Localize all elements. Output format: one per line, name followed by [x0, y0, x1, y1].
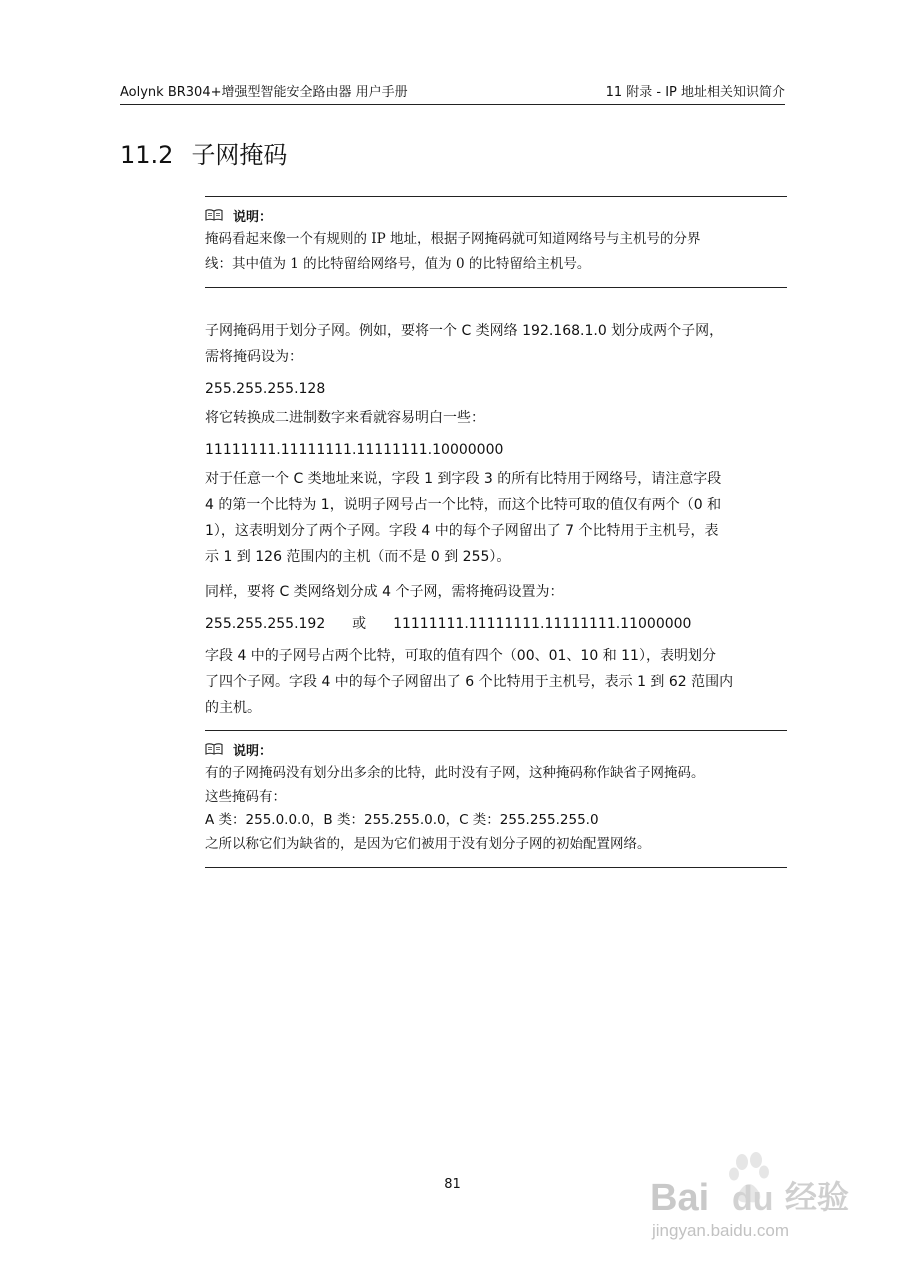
note-text-line: 掩码看起来像一个有规则的 IP 地址，根据子网掩码就可知道网络号与主机号的分界 [205, 231, 701, 247]
note-text-line: 有的子网掩码没有划分出多余的比特，此时没有子网，这种掩码称作缺省子网掩码。 [205, 765, 705, 781]
body-text-line: 了四个子网。字段 4 中的每个子网留出了 6 个比特用于主机号，表示 1 到 62 范围内 [205, 674, 734, 690]
body-paragraph-intro [205, 318, 790, 370]
note-text-line: A 类：255.0.0.0，B 类：255.255.0.0，C 类：255.255.255.0 [205, 812, 599, 828]
mask-value: 255.255.255.192 [205, 616, 326, 632]
note-label: 说明： [233, 743, 273, 759]
note-text-line: 这些掩码有： [205, 789, 286, 805]
body-paragraph-four-subnets-explanation [205, 643, 790, 721]
book-icon [205, 743, 223, 755]
mask-value: 255.255.255.128 [205, 381, 326, 397]
mask-example-1 [205, 376, 790, 402]
baidu-jingyan-watermark [650, 1150, 870, 1245]
body-text-line: 示 1 到 126 范围内的主机（而不是 0 到 255）。 [205, 549, 511, 565]
header-chapter-title: 11 附录 - IP 地址相关知识简介 [605, 85, 785, 100]
section-title: 子网掩码 [191, 141, 288, 169]
body-paragraph-four-subnets [205, 579, 790, 605]
body-text-line: 4 的第一个比特为 1，说明子网号占一个比特，而这个比特可取的值仅有两个（0 和 [205, 497, 722, 513]
body-paragraph-explanation [205, 466, 790, 570]
note-label: 说明： [233, 209, 273, 225]
body-text-line: 字段 4 中的子网号占两个比特，可取的值有四个（00、01、10 和 11），表明划分 [205, 648, 716, 664]
body-text-line: 的主机。 [205, 700, 261, 716]
book-icon [205, 209, 223, 221]
note-header [205, 739, 787, 759]
section-number: 11.2 [120, 141, 174, 169]
body-text-line: 将它转换成二进制数字来看就容易明白一些： [205, 410, 485, 426]
note-header [205, 205, 787, 225]
note-box-default-masks [205, 730, 787, 868]
binary-value: 11111111.11111111.11111111.10000000 [205, 442, 504, 458]
note-box-definition [205, 196, 787, 288]
binary-value: 11111111.11111111.11111111.11000000 [393, 616, 692, 632]
or-separator: 或 [352, 616, 367, 632]
watermark-brand-2: du [732, 1180, 774, 1218]
body-text-line: 对于任意一个 C 类地址来说，字段 1 到字段 3 的所有比特用于网络号，请注意字段 [205, 471, 722, 487]
section-heading [120, 138, 287, 172]
binary-example-1 [205, 437, 790, 463]
watermark-brand: Bai [650, 1177, 710, 1219]
watermark-suffix: 经验 [785, 1178, 850, 1216]
header-manual-title: Aolynk BR304+增强型智能安全路由器 用户手册 [120, 85, 408, 100]
note-text-line: 线：其中值为 1 的比特留给网络号，值为 0 的比特留给主机号。 [205, 256, 591, 272]
body-text-line: 同样，要将 C 类网络划分成 4 个子网，需将掩码设置为： [205, 584, 564, 600]
page-number: 81 [444, 1177, 461, 1192]
body-paragraph-binary-intro [205, 405, 790, 431]
mask-example-2 [205, 611, 790, 637]
note-text-line: 之所以称它们为缺省的，是因为它们被用于没有划分子网的初始配置网络。 [205, 836, 651, 852]
body-text-line: 子网掩码用于划分子网。例如，要将一个 C 类网络 192.168.1.0 划分成两个子网， [205, 323, 724, 339]
watermark-url: jingyan.baidu.com [652, 1221, 790, 1240]
page-header [120, 84, 785, 105]
body-text-line: 需将掩码设为： [205, 349, 303, 365]
body-text-line: 1），这表明划分了两个子网。字段 4 中的每个子网留出了 7 个比特用于主机号，表 [205, 523, 719, 539]
